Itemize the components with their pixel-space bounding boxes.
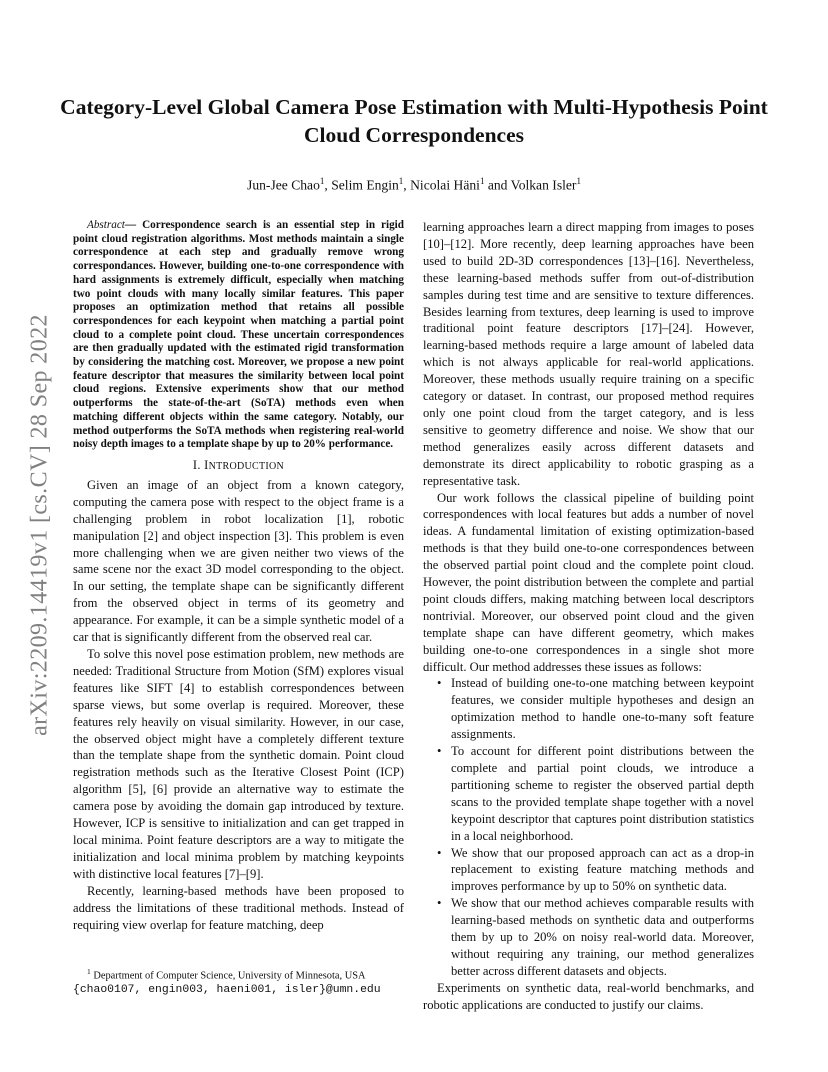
abstract [73, 219, 404, 452]
arxiv-sidebar [20, 288, 60, 762]
list-item-text: • To account for different point distributions between the complete and partial point clouds, we introduce a partitioning scheme to register the observed partial depth scans to the provided template shape together with a novel keypoint descriptor that captures point distribution statistics in a local neighborhood. [451, 744, 754, 843]
author-name: Volkan Isler [510, 177, 577, 193]
contribution-list [423, 675, 754, 979]
list-item [451, 895, 754, 980]
list-item [451, 743, 754, 844]
author-name: Jun-Jee Chao [247, 177, 320, 193]
footnote [73, 965, 404, 997]
arxiv-identifier[interactable]: arXiv:2209.14419v1 [cs.CV] 28 Sep 2022 [26, 314, 53, 736]
section-heading-introduction [73, 457, 404, 475]
list-item-text: • We show that our method achieves comparable results with learning-based methods on synthetic data and outperforms them by up to 20% on noisy real-world data. Moreover, without requiring any training, our method generalizes better across different datasets and objects. [451, 896, 754, 978]
author-affiliation-mark: 1 [479, 176, 485, 186]
intro-paragraph: Given an image of an object from a known category, computing the camera pose with respect to the object frame is a challenging problem in robot localization [1], robotic manipulation [2] and object inspection [3]. This problem is even more challenging when we are given neither two views of the same scene nor the exact 3D model corresponding to the object. In our setting, the template shape can be significantly different from the observed object in terms of its geometry and appearance. For example, it can be a simple synthetic model of a car that is significantly different from the observed real car. [73, 477, 404, 645]
closing-paragraph: Experiments on synthetic data, real-world benchmarks, and robotic applications are conducted to justify our claims. [423, 980, 754, 1012]
section-numeral: I. I [192, 457, 209, 472]
abstract-label: Abstract [87, 219, 125, 231]
body-paragraph: learning approaches learn a direct mapping from images to poses [10]–[12]. More recently, deep learning approaches have been used to build 2D-3D correspondences [13]–[16]. Nevertheless, these learning-based methods suffer from out-of-distribution samples during test time and are sensitive to texture differences. Besides learning from textures, deep learning is used to improve traditional point feature descriptors [17]–[24]. However, learning-based methods require a large amount of labeled data which is not always applicable for real-world applications. Moreover, these methods usually require training on a specific category or dataset. In contrast, our proposed method requires only one point cloud from the target category, and is less sensitive to geometry difference and noise. We show that our method generalizes easily across different datasets and demonstrate its direct applicability to robotic grasping as a representative task. [423, 220, 754, 488]
abstract-text: — Correspondence search is an essential step in rigid point cloud registration algorithms. Most methods maintain a single correspondence at each step and gradually remove wrong correspondances. However, building one-to-one correspondence with hard assignments is extremely difficult, especially when matching two point clouds with many locally similar features. This paper proposes an optimization method that retains all possible correspondences for each keypoint when matching a partial point cloud to a complete point cloud. These uncertain correspondences are then gradually updated with the estimated rigid transformation by considering the matching cost. Moreover, we propose a new point feature descriptor that measures the similarity between local point cloud regions. Extensive experiments show that our method outperforms the state-of-the-art (SoTA) methods even when matching different objects within the same category. Notably, our method outperforms the SoTA methods when registering real-world noisy depth images to a template shape by up to 20% performance. [73, 219, 404, 451]
list-item [451, 845, 754, 896]
author-affiliation-mark: 1 [319, 176, 325, 186]
author-list [60, 172, 768, 195]
list-item [451, 675, 754, 743]
author-separator: and [484, 177, 511, 193]
author-separator: , [324, 177, 332, 193]
intro-paragraph: To solve this novel pose estimation problem, new methods are needed: Traditional Structure from Motion (SfM) explores visual features like SIFT [4] to establish correspondences between sparse views, but some overlap is required. Moreover, these features rely heavily on visual similarity. However, in our case, the observed object might have a completely different texture than the template shape from the synthetic domain. Point cloud registration methods such as the Iterative Closest Point (ICP) algorithm [5], [6] provide an alternative way to estimate the camera pose by avoiding the domain gap introduced by texture. However, ICP is sensitive to initialization and can get trapped in local minima. Point feature descriptors are a way to mitigate the initialization and local minima problem by matching keypoints with distinctive local features [7]–[9]. [73, 647, 404, 881]
intro-paragraph: Recently, learning-based methods have been proposed to address the limitations of these traditional methods. Instead of requiring view overlap for feature matching, deep [73, 883, 404, 932]
footnote-emails: {chao0107, engin003, haeni001, isler}@umn.edu [73, 984, 381, 997]
left-column [73, 219, 404, 933]
paper-title: Category-Level Global Camera Pose Estimation with Multi-Hypothesis Point Cloud Correspondences [60, 95, 768, 147]
list-item-text: • We show that our proposed approach can act as a drop-in replacement to existing feature matching methods and improves performance by up to 50% on synthetic data. [451, 845, 754, 894]
footnote-affiliation: Department of Computer Science, University of Minnesota, USA [93, 970, 366, 982]
author-affiliation-mark: 1 [398, 176, 404, 186]
body-paragraph: Our work follows the classical pipeline of building point correspondences with local features but adds a number of novel ideas. A fundamental limitation of existing optimization-based methods is that they build one-to-one correspondences between the observed partial point cloud and the complete point cloud. However, the point distribution between the complete and partial point clouds differs, making matching between local descriptors nontrivial. Moreover, our observed point cloud and the given template shape can have different geometry, which makes building one-to-one correspondences in a single shot more difficult. Our method addresses these issues as follows: [423, 490, 754, 674]
author-name: Nicolai Häni [410, 177, 480, 193]
right-column [423, 219, 754, 1014]
author-name: Selim Engin [331, 177, 399, 193]
section-title: NTRODUCTION [208, 460, 285, 472]
list-item-text: • Instead of building one-to-one matching between keypoint features, we consider multiple hypotheses and design an optimization method to handle one-to-many soft feature assignments. [451, 676, 754, 742]
author-affiliation-mark: 1 [576, 176, 581, 186]
footnote-mark: 1 [87, 967, 91, 976]
author-separator: , [403, 177, 411, 193]
